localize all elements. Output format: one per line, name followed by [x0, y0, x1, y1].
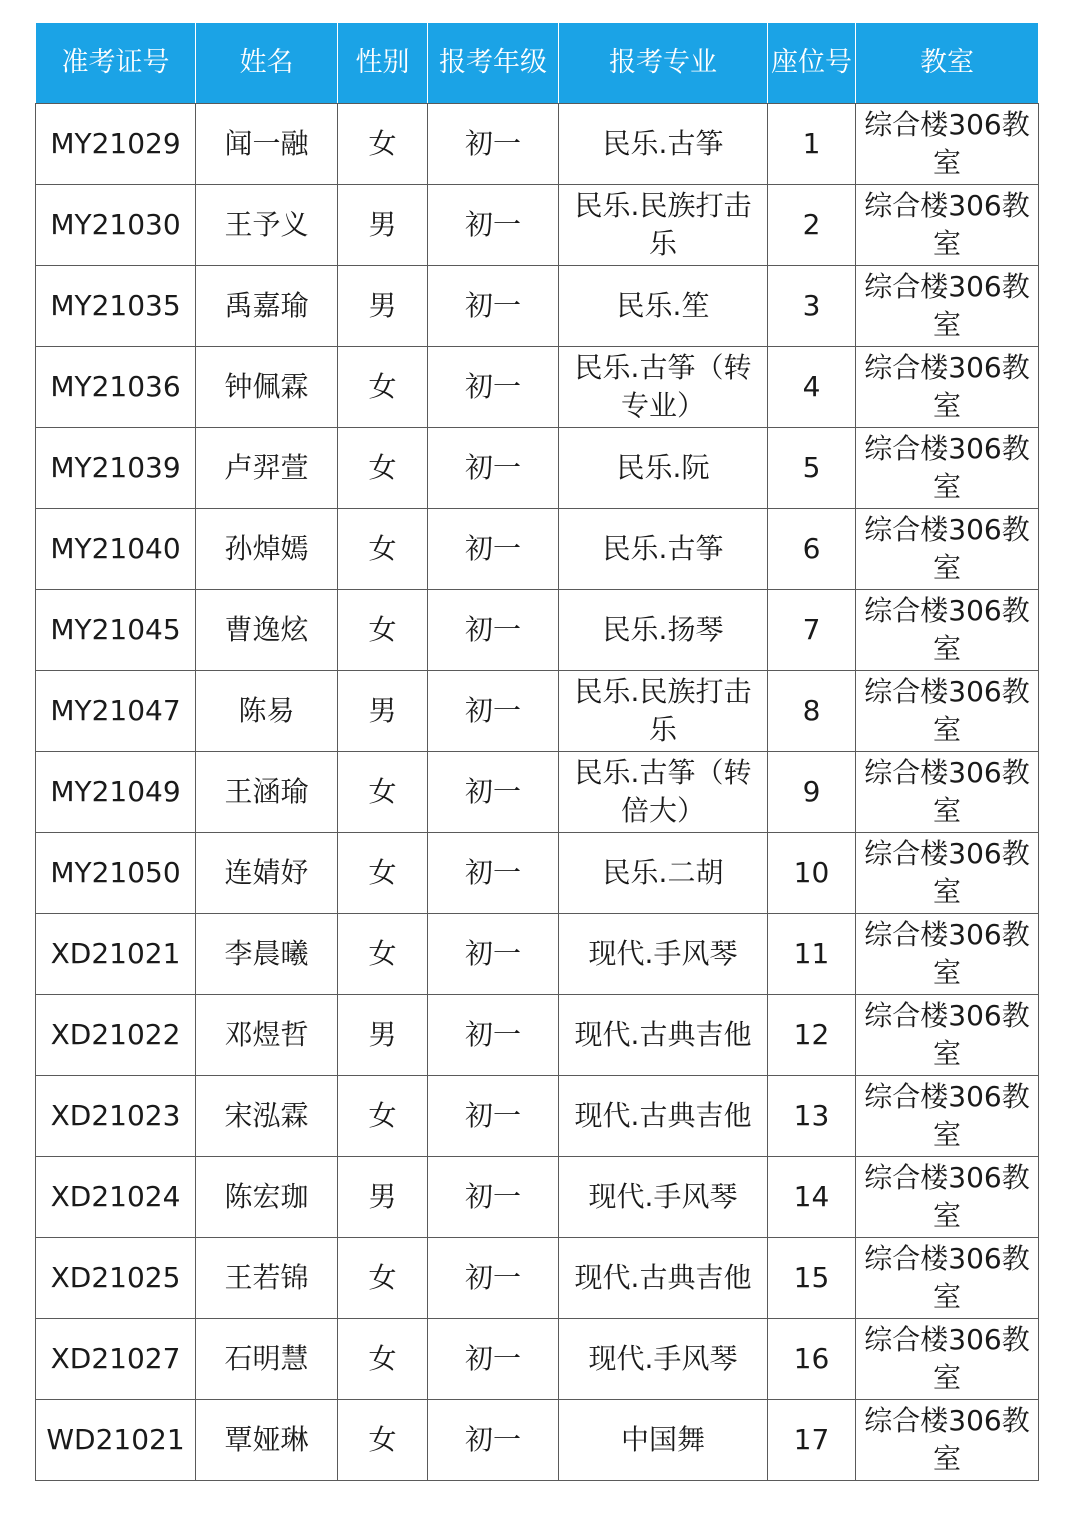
cell-name: 陈易: [196, 671, 338, 752]
cell-classroom: 综合楼306教室: [856, 1076, 1039, 1157]
cell-major: 现代.古典吉他: [559, 1238, 768, 1319]
cell-ticket-number: MY21030: [36, 185, 196, 266]
cell-gender: 男: [338, 185, 428, 266]
cell-major: 现代.古典吉他: [559, 995, 768, 1076]
table-row: [36, 185, 1039, 266]
cell-seat-number: 10: [768, 833, 856, 914]
header-classroom: 教室: [856, 23, 1039, 104]
cell-ticket-number: WD21021: [36, 1400, 196, 1481]
cell-seat-number: 1: [768, 104, 856, 185]
cell-grade: 初一: [428, 347, 559, 428]
cell-gender: 女: [338, 833, 428, 914]
cell-classroom: 综合楼306教室: [856, 914, 1039, 995]
table-header: [36, 23, 1039, 104]
cell-classroom: 综合楼306教室: [856, 347, 1039, 428]
table-row: [36, 1076, 1039, 1157]
cell-grade: 初一: [428, 914, 559, 995]
cell-major: 民乐.古筝（转倍大）: [559, 752, 768, 833]
cell-major: 民乐.二胡: [559, 833, 768, 914]
cell-ticket-number: XD21022: [36, 995, 196, 1076]
cell-grade: 初一: [428, 428, 559, 509]
cell-seat-number: 2: [768, 185, 856, 266]
cell-grade: 初一: [428, 1400, 559, 1481]
cell-classroom: 综合楼306教室: [856, 1319, 1039, 1400]
cell-gender: 男: [338, 266, 428, 347]
cell-classroom: 综合楼306教室: [856, 1157, 1039, 1238]
cell-seat-number: 9: [768, 752, 856, 833]
cell-grade: 初一: [428, 995, 559, 1076]
table-row: [36, 509, 1039, 590]
cell-name: 孙焯嫣: [196, 509, 338, 590]
table-row: [36, 428, 1039, 509]
cell-name: 李晨曦: [196, 914, 338, 995]
cell-grade: 初一: [428, 752, 559, 833]
cell-ticket-number: MY21050: [36, 833, 196, 914]
table-row: [36, 590, 1039, 671]
cell-name: 邓煜哲: [196, 995, 338, 1076]
cell-major: 中国舞: [559, 1400, 768, 1481]
cell-name: 闻一融: [196, 104, 338, 185]
cell-classroom: 综合楼306教室: [856, 590, 1039, 671]
header-grade: 报考年级: [428, 23, 559, 104]
cell-grade: 初一: [428, 104, 559, 185]
cell-seat-number: 7: [768, 590, 856, 671]
cell-major: 民乐.阮: [559, 428, 768, 509]
cell-major: 民乐.民族打击乐: [559, 671, 768, 752]
cell-gender: 女: [338, 104, 428, 185]
table-row: [36, 752, 1039, 833]
cell-grade: 初一: [428, 1157, 559, 1238]
table-row: [36, 1238, 1039, 1319]
cell-ticket-number: MY21035: [36, 266, 196, 347]
cell-major: 现代.手风琴: [559, 914, 768, 995]
cell-seat-number: 12: [768, 995, 856, 1076]
cell-gender: 男: [338, 995, 428, 1076]
cell-classroom: 综合楼306教室: [856, 185, 1039, 266]
cell-ticket-number: MY21049: [36, 752, 196, 833]
cell-grade: 初一: [428, 833, 559, 914]
table-row: [36, 1400, 1039, 1481]
cell-grade: 初一: [428, 1238, 559, 1319]
cell-ticket-number: MY21047: [36, 671, 196, 752]
cell-seat-number: 15: [768, 1238, 856, 1319]
table-row: [36, 104, 1039, 185]
table-row: [36, 266, 1039, 347]
cell-seat-number: 3: [768, 266, 856, 347]
cell-ticket-number: MY21029: [36, 104, 196, 185]
cell-ticket-number: XD21025: [36, 1238, 196, 1319]
header-gender: 性别: [338, 23, 428, 104]
cell-classroom: 综合楼306教室: [856, 995, 1039, 1076]
cell-grade: 初一: [428, 590, 559, 671]
header-ticket-number: 准考证号: [36, 23, 196, 104]
cell-major: 民乐.古筝（转专业）: [559, 347, 768, 428]
cell-name: 陈宏珈: [196, 1157, 338, 1238]
cell-ticket-number: MY21045: [36, 590, 196, 671]
cell-classroom: 综合楼306教室: [856, 833, 1039, 914]
cell-grade: 初一: [428, 671, 559, 752]
cell-classroom: 综合楼306教室: [856, 428, 1039, 509]
cell-ticket-number: MY21040: [36, 509, 196, 590]
cell-seat-number: 6: [768, 509, 856, 590]
exam-seating-table-container: [35, 22, 1038, 1481]
cell-ticket-number: XD21027: [36, 1319, 196, 1400]
cell-name: 禹嘉瑜: [196, 266, 338, 347]
cell-name: 王涵瑜: [196, 752, 338, 833]
cell-gender: 女: [338, 1076, 428, 1157]
cell-gender: 男: [338, 1157, 428, 1238]
cell-seat-number: 4: [768, 347, 856, 428]
cell-major: 民乐.扬琴: [559, 590, 768, 671]
cell-seat-number: 8: [768, 671, 856, 752]
table-body: [36, 104, 1039, 1481]
table-row: [36, 671, 1039, 752]
header-seat-number: 座位号: [768, 23, 856, 104]
cell-gender: 女: [338, 752, 428, 833]
cell-classroom: 综合楼306教室: [856, 671, 1039, 752]
cell-ticket-number: MY21036: [36, 347, 196, 428]
header-row: [36, 23, 1039, 104]
cell-major: 民乐.古筝: [559, 509, 768, 590]
table-row: [36, 833, 1039, 914]
cell-major: 现代.手风琴: [559, 1157, 768, 1238]
cell-classroom: 综合楼306教室: [856, 509, 1039, 590]
cell-ticket-number: XD21024: [36, 1157, 196, 1238]
cell-classroom: 综合楼306教室: [856, 1400, 1039, 1481]
cell-major: 现代.古典吉他: [559, 1076, 768, 1157]
cell-grade: 初一: [428, 509, 559, 590]
cell-name: 卢羿萱: [196, 428, 338, 509]
cell-classroom: 综合楼306教室: [856, 752, 1039, 833]
table-row: [36, 347, 1039, 428]
cell-gender: 女: [338, 1319, 428, 1400]
cell-name: 连婧妤: [196, 833, 338, 914]
cell-gender: 女: [338, 590, 428, 671]
cell-name: 覃娅琳: [196, 1400, 338, 1481]
cell-grade: 初一: [428, 1319, 559, 1400]
cell-gender: 女: [338, 428, 428, 509]
cell-grade: 初一: [428, 1076, 559, 1157]
exam-seating-table: [35, 22, 1039, 1481]
cell-name: 曹逸炫: [196, 590, 338, 671]
cell-classroom: 综合楼306教室: [856, 1238, 1039, 1319]
header-name: 姓名: [196, 23, 338, 104]
cell-gender: 女: [338, 509, 428, 590]
cell-gender: 女: [338, 914, 428, 995]
cell-major: 民乐.古筝: [559, 104, 768, 185]
cell-seat-number: 14: [768, 1157, 856, 1238]
cell-ticket-number: XD21021: [36, 914, 196, 995]
cell-major: 现代.手风琴: [559, 1319, 768, 1400]
table-row: [36, 1157, 1039, 1238]
cell-name: 宋泓霖: [196, 1076, 338, 1157]
cell-grade: 初一: [428, 185, 559, 266]
cell-gender: 女: [338, 1238, 428, 1319]
cell-ticket-number: XD21023: [36, 1076, 196, 1157]
cell-classroom: 综合楼306教室: [856, 266, 1039, 347]
table-row: [36, 914, 1039, 995]
table-row: [36, 1319, 1039, 1400]
cell-name: 王予义: [196, 185, 338, 266]
cell-ticket-number: MY21039: [36, 428, 196, 509]
cell-grade: 初一: [428, 266, 559, 347]
cell-major: 民乐.民族打击乐: [559, 185, 768, 266]
cell-major: 民乐.笙: [559, 266, 768, 347]
cell-seat-number: 11: [768, 914, 856, 995]
cell-gender: 女: [338, 1400, 428, 1481]
cell-gender: 男: [338, 671, 428, 752]
cell-gender: 女: [338, 347, 428, 428]
cell-seat-number: 13: [768, 1076, 856, 1157]
header-major: 报考专业: [559, 23, 768, 104]
cell-classroom: 综合楼306教室: [856, 104, 1039, 185]
cell-name: 王若锦: [196, 1238, 338, 1319]
cell-seat-number: 5: [768, 428, 856, 509]
table-row: [36, 995, 1039, 1076]
cell-name: 石明慧: [196, 1319, 338, 1400]
cell-seat-number: 16: [768, 1319, 856, 1400]
cell-seat-number: 17: [768, 1400, 856, 1481]
cell-name: 钟佩霖: [196, 347, 338, 428]
